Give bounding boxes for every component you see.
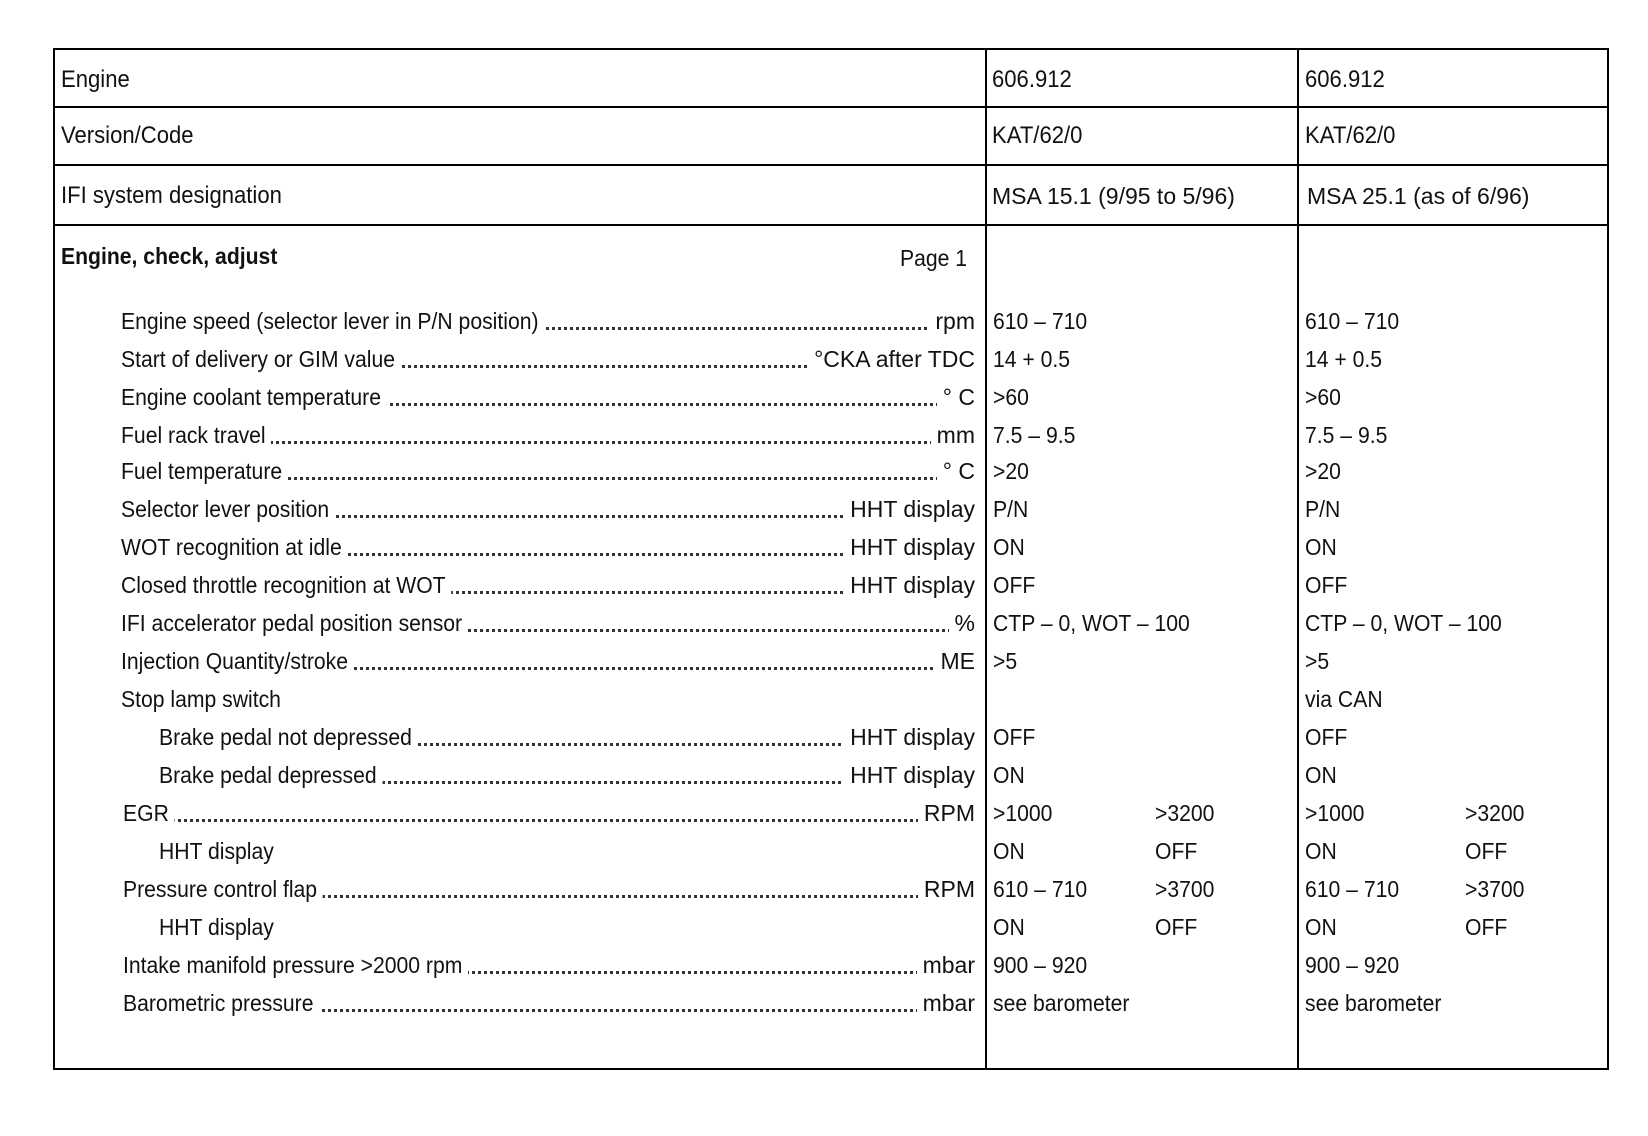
- param-label: Brake pedal depressed: [159, 760, 382, 790]
- value-col2: CTP – 0, WOT – 100: [1305, 610, 1502, 636]
- value-col1: ON: [993, 914, 1025, 940]
- param-label: Start of delivery or GIM value: [121, 344, 401, 374]
- spec-table: [53, 48, 1609, 1070]
- ifi-system-col2: MSA 25.1 (as of 6/96): [1307, 183, 1530, 209]
- table-row: [159, 912, 975, 942]
- row-divider-1: [55, 106, 1607, 108]
- table-row: [121, 306, 975, 336]
- param-unit: ° C: [937, 382, 975, 412]
- param-unit: ME: [935, 646, 976, 676]
- column-divider-1: [985, 50, 987, 1068]
- dot-leader: [123, 817, 975, 822]
- param-label: Engine coolant temperature: [121, 382, 386, 412]
- table-row: [121, 532, 975, 562]
- engine-col1: 606.912: [992, 66, 1072, 93]
- table-row: [121, 420, 975, 450]
- ifi-system-label: IFI system designation: [61, 182, 282, 209]
- param-label: Pressure control flap: [123, 874, 323, 904]
- value-col1: >60: [993, 384, 1029, 410]
- param-label: EGR: [123, 798, 174, 828]
- param-label: Fuel temperature: [121, 456, 288, 486]
- value-col1: >5: [993, 648, 1018, 674]
- param-label: Intake manifold pressure >2000 rpm: [123, 950, 468, 980]
- value-col2: 900 – 920: [1305, 952, 1400, 978]
- value-col1-secondary: OFF: [1155, 838, 1198, 864]
- param-label: Brake pedal not depressed: [159, 722, 417, 752]
- section-title: Engine, check, adjust: [61, 243, 278, 269]
- param-unit: mbar: [917, 950, 975, 980]
- param-unit: HHT display: [844, 494, 975, 524]
- param-label: HHT display: [159, 836, 279, 866]
- value-col1: 610 – 710: [993, 876, 1088, 902]
- value-col2: >60: [1305, 384, 1341, 410]
- param-label: Fuel rack travel: [121, 420, 271, 450]
- value-col1: ON: [993, 838, 1025, 864]
- value-col2-secondary: OFF: [1465, 838, 1508, 864]
- param-unit: HHT display: [844, 532, 975, 562]
- column-divider-2: [1297, 50, 1299, 1068]
- value-col2: ON: [1305, 914, 1337, 940]
- param-unit: HHT display: [844, 570, 975, 600]
- param-label: Injection Quantity/stroke: [121, 646, 354, 676]
- value-col1-secondary: OFF: [1155, 914, 1198, 940]
- table-row: [121, 382, 975, 412]
- value-col1: OFF: [993, 572, 1036, 598]
- value-col2: ON: [1305, 534, 1337, 560]
- version-label: Version/Code: [61, 122, 194, 149]
- value-col2: >5: [1305, 648, 1330, 674]
- value-col1: CTP – 0, WOT – 100: [993, 610, 1190, 636]
- value-col2: ON: [1305, 762, 1337, 788]
- value-col2: OFF: [1305, 572, 1348, 598]
- value-col2: ON: [1305, 838, 1337, 864]
- value-col1: 900 – 920: [993, 952, 1088, 978]
- table-row: [121, 646, 975, 676]
- value-col2: OFF: [1305, 724, 1348, 750]
- value-col2: via CAN: [1305, 686, 1383, 712]
- value-col1: 7.5 – 9.5: [993, 422, 1076, 448]
- page-number: Page 1: [900, 245, 968, 271]
- value-col2: 14 + 0.5: [1305, 346, 1383, 372]
- value-col2: >20: [1305, 458, 1341, 484]
- value-col2-secondary: >3700: [1465, 876, 1525, 902]
- param-unit: mm: [931, 420, 975, 450]
- value-col1: 610 – 710: [993, 308, 1088, 334]
- value-col1: ON: [993, 534, 1025, 560]
- value-col1: >20: [993, 458, 1029, 484]
- table-row: [159, 760, 975, 790]
- param-label: IFI accelerator pedal position sensor: [121, 608, 468, 638]
- param-label: Stop lamp switch: [121, 684, 286, 714]
- value-col1-secondary: >3200: [1155, 800, 1215, 826]
- engine-col2: 606.912: [1305, 66, 1385, 93]
- value-col2-secondary: >3200: [1465, 800, 1525, 826]
- value-col2: see barometer: [1305, 990, 1442, 1016]
- table-row: [159, 722, 975, 752]
- row-divider-3: [55, 224, 1607, 226]
- engine-label: Engine: [61, 66, 130, 93]
- value-col2: >1000: [1305, 800, 1365, 826]
- value-col1: >1000: [993, 800, 1053, 826]
- param-unit: mbar: [917, 988, 975, 1018]
- version-col1: KAT/62/0: [992, 122, 1083, 149]
- table-row: [121, 494, 975, 524]
- value-col2: 7.5 – 9.5: [1305, 422, 1388, 448]
- value-col1: 14 + 0.5: [993, 346, 1071, 372]
- value-col1-secondary: >3700: [1155, 876, 1215, 902]
- param-unit: HHT display: [844, 760, 975, 790]
- param-unit: %: [949, 608, 975, 638]
- value-col2-secondary: OFF: [1465, 914, 1508, 940]
- table-row: [159, 836, 975, 866]
- param-label: Selector lever position: [121, 494, 335, 524]
- param-label: Barometric pressure: [123, 988, 319, 1018]
- param-unit: RPM: [918, 874, 975, 904]
- table-row: [123, 950, 975, 980]
- param-label: WOT recognition at idle: [121, 532, 347, 562]
- table-row: [121, 456, 975, 486]
- param-label: Closed throttle recognition at WOT: [121, 570, 451, 600]
- ifi-system-col1: MSA 15.1 (9/95 to 5/96): [992, 183, 1235, 209]
- table-row: [121, 684, 975, 714]
- value-col2: 610 – 710: [1305, 308, 1400, 334]
- value-col1: see barometer: [993, 990, 1130, 1016]
- param-unit: HHT display: [844, 722, 975, 752]
- param-label: Engine speed (selector lever in P/N position): [121, 306, 544, 336]
- table-row: [121, 570, 975, 600]
- param-unit: °CKA after TDC: [808, 344, 975, 374]
- param-unit: rpm: [929, 306, 975, 336]
- value-col2: P/N: [1305, 496, 1341, 522]
- table-row: [123, 988, 975, 1018]
- table-row: [123, 798, 975, 828]
- param-unit: ° C: [937, 456, 975, 486]
- table-row: [123, 874, 975, 904]
- row-divider-2: [55, 164, 1607, 166]
- param-label: HHT display: [159, 912, 279, 942]
- value-col1: ON: [993, 762, 1025, 788]
- table-row: [121, 344, 975, 374]
- param-unit: RPM: [918, 798, 975, 828]
- value-col1: P/N: [993, 496, 1029, 522]
- version-col2: KAT/62/0: [1305, 122, 1396, 149]
- value-col2: 610 – 710: [1305, 876, 1400, 902]
- value-col1: OFF: [993, 724, 1036, 750]
- table-row: [121, 608, 975, 638]
